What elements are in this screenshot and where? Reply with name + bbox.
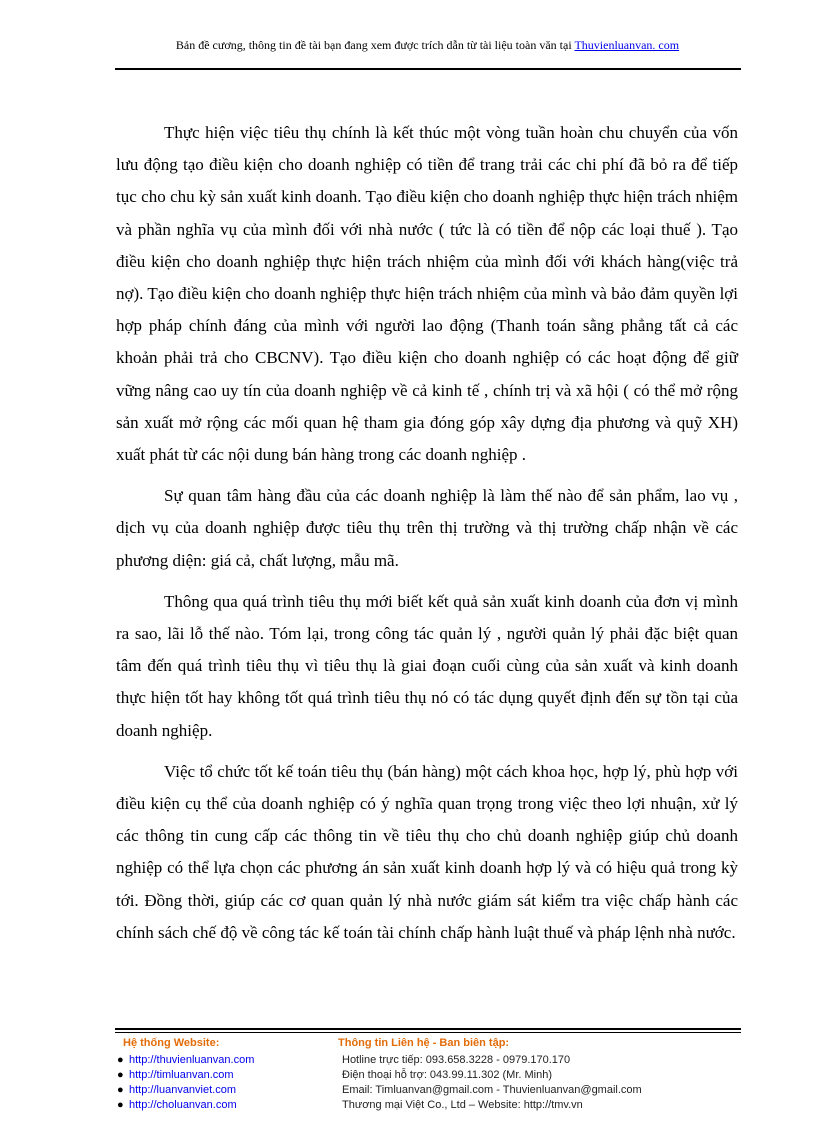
footer-divider-thin (115, 1032, 741, 1033)
website-link-luanvanviet[interactable]: http://luanvanviet.com (129, 1084, 237, 1096)
header-divider (115, 68, 741, 70)
website-item (117, 1083, 337, 1098)
document-body (116, 117, 738, 958)
contact-company: Thương mại Việt Co., Ltd – Website: http://tmv.vn (342, 1099, 583, 1111)
bullet-icon: ● (117, 1099, 124, 1111)
footer-contact-title: Thông tin Liên hệ - Ban biên tập: (338, 1037, 510, 1049)
bullet-icon: ● (117, 1084, 124, 1096)
contact-phone: Điện thoại hỗ trợ: 043.99.11.302 (Mr. Minh) (342, 1069, 553, 1081)
website-item (117, 1068, 337, 1083)
contact-hotline: Hotline trực tiếp: 093.658.3228 - 0979.170.170 (342, 1054, 571, 1066)
contact-list (338, 1053, 740, 1113)
paragraph-3: Thông qua quá trình tiêu thụ mới biết kết quả sản xuất kinh doanh của đơn vị mình ra sao, lãi lỗ thế nào. Tóm lại, trong công tác quản lý , người quản lý phải đặc biệt quan tâm đến quá trình tiêu thụ vì tiêu thụ là giai đoạn cuối cùng của sản xuất và kinh doanh thực hiện tốt hay không tốt quá trình tiêu thụ nó có tác dụng quyết định đến sự tồn tại của doanh nghiệp. (116, 591, 738, 740)
paragraph-4: Việc tổ chức tốt kế toán tiêu thụ (bán hàng) một cách khoa học, hợp lý, phù hợp với điều kiện cụ thể của doanh nghiệp có ý nghĩa quan trọng trong việc theo lợi nhuận, xử lý các thông tin cung cấp các thông tin về tiêu thụ cho chủ doanh nghiệp giúp chủ doanh nghiệp có thể lựa chọn các phương án sản xuất kinh doanh hợp lý và có hiệu quả trong kỳ tới. Đồng thời, giúp các cơ quan quản lý nhà nước giám sát kiểm tra việc chấp hành các chính sách chế độ về công tác kế toán tài chính chấp hành luật thuế và pháp lệnh nhà nước. (116, 761, 738, 942)
bullet-icon: ● (117, 1054, 124, 1066)
website-list (117, 1053, 337, 1113)
bullet-icon: ● (117, 1069, 124, 1081)
footer-websites-title: Hệ thống Website: (123, 1037, 220, 1049)
paragraph-1: Thực hiện việc tiêu thụ chính là kết thúc một vòng tuần hoàn chu chuyển của vốn lưu động tạo điều kiện cho doanh nghiệp có tiền để trang trải các chi phí đã bỏ ra để tiếp tục cho chu kỳ sản xuất kinh doanh. Tạo điều kiện cho doanh nghiệp thực hiện trách nhiệm và phần nghĩa vụ của mình đối với nhà nước ( tức là có tiền để nộp các loại thuế ). Tạo điều kiện cho doanh nghiệp thực hiện trách nhiệm của mình đối với khách hàng(việc trả nợ). Tạo điều kiện cho doanh nghiệp thực hiện trách nhiệm của mình và bảo đảm quyền lợi hợp pháp chính đáng của mình với người lao động (Thanh toán sằng phẳng tất cả các khoản phải trả cho CBCNV). Tạo điều kiện cho doanh nghiệp có các hoạt động để giữ vững nâng cao uy tín của doanh nghiệp về cả kinh tế , chính trị và xã hội ( có thể mở rộng sản xuất mở rộng các mối quan hệ tham gia đóng góp xây dựng địa phương và quỹ XH) xuất phát từ các nội dung bán hàng trong các doanh nghiệp . (116, 123, 738, 465)
website-link-choluanvan[interactable]: http://choluanvan.com (129, 1099, 237, 1111)
header-link[interactable]: Thuvienluanvan. com (574, 38, 680, 52)
footer-websites (117, 1037, 337, 1113)
footer-divider-thick (115, 1028, 741, 1030)
paragraph-2: Sự quan tâm hàng đầu của các doanh nghiệp là làm thế nào để sản phẩm, lao vụ , dịch vụ của doanh nghiệp được tiêu thụ trên thị trường và thị trường chấp nhận về các phương diện: giá cả, chất lượng, mẫu mã. (116, 486, 738, 570)
website-link-thuvienluanvan[interactable]: http://thuvienluanvan.com (129, 1054, 255, 1066)
header-text: Bản đề cương, thông tin đề tài bạn đang xem được trích dẫn từ tài liệu toàn văn tại (175, 38, 575, 52)
footer-contact (338, 1037, 740, 1113)
page-header (115, 38, 740, 53)
website-link-timluanvan[interactable]: http://timluanvan.com (129, 1069, 234, 1081)
website-item (117, 1053, 337, 1068)
website-item (117, 1098, 337, 1113)
contact-email: Email: Timluanvan@gmail.com - Thuvienluanvan@gmail.com (342, 1084, 642, 1096)
